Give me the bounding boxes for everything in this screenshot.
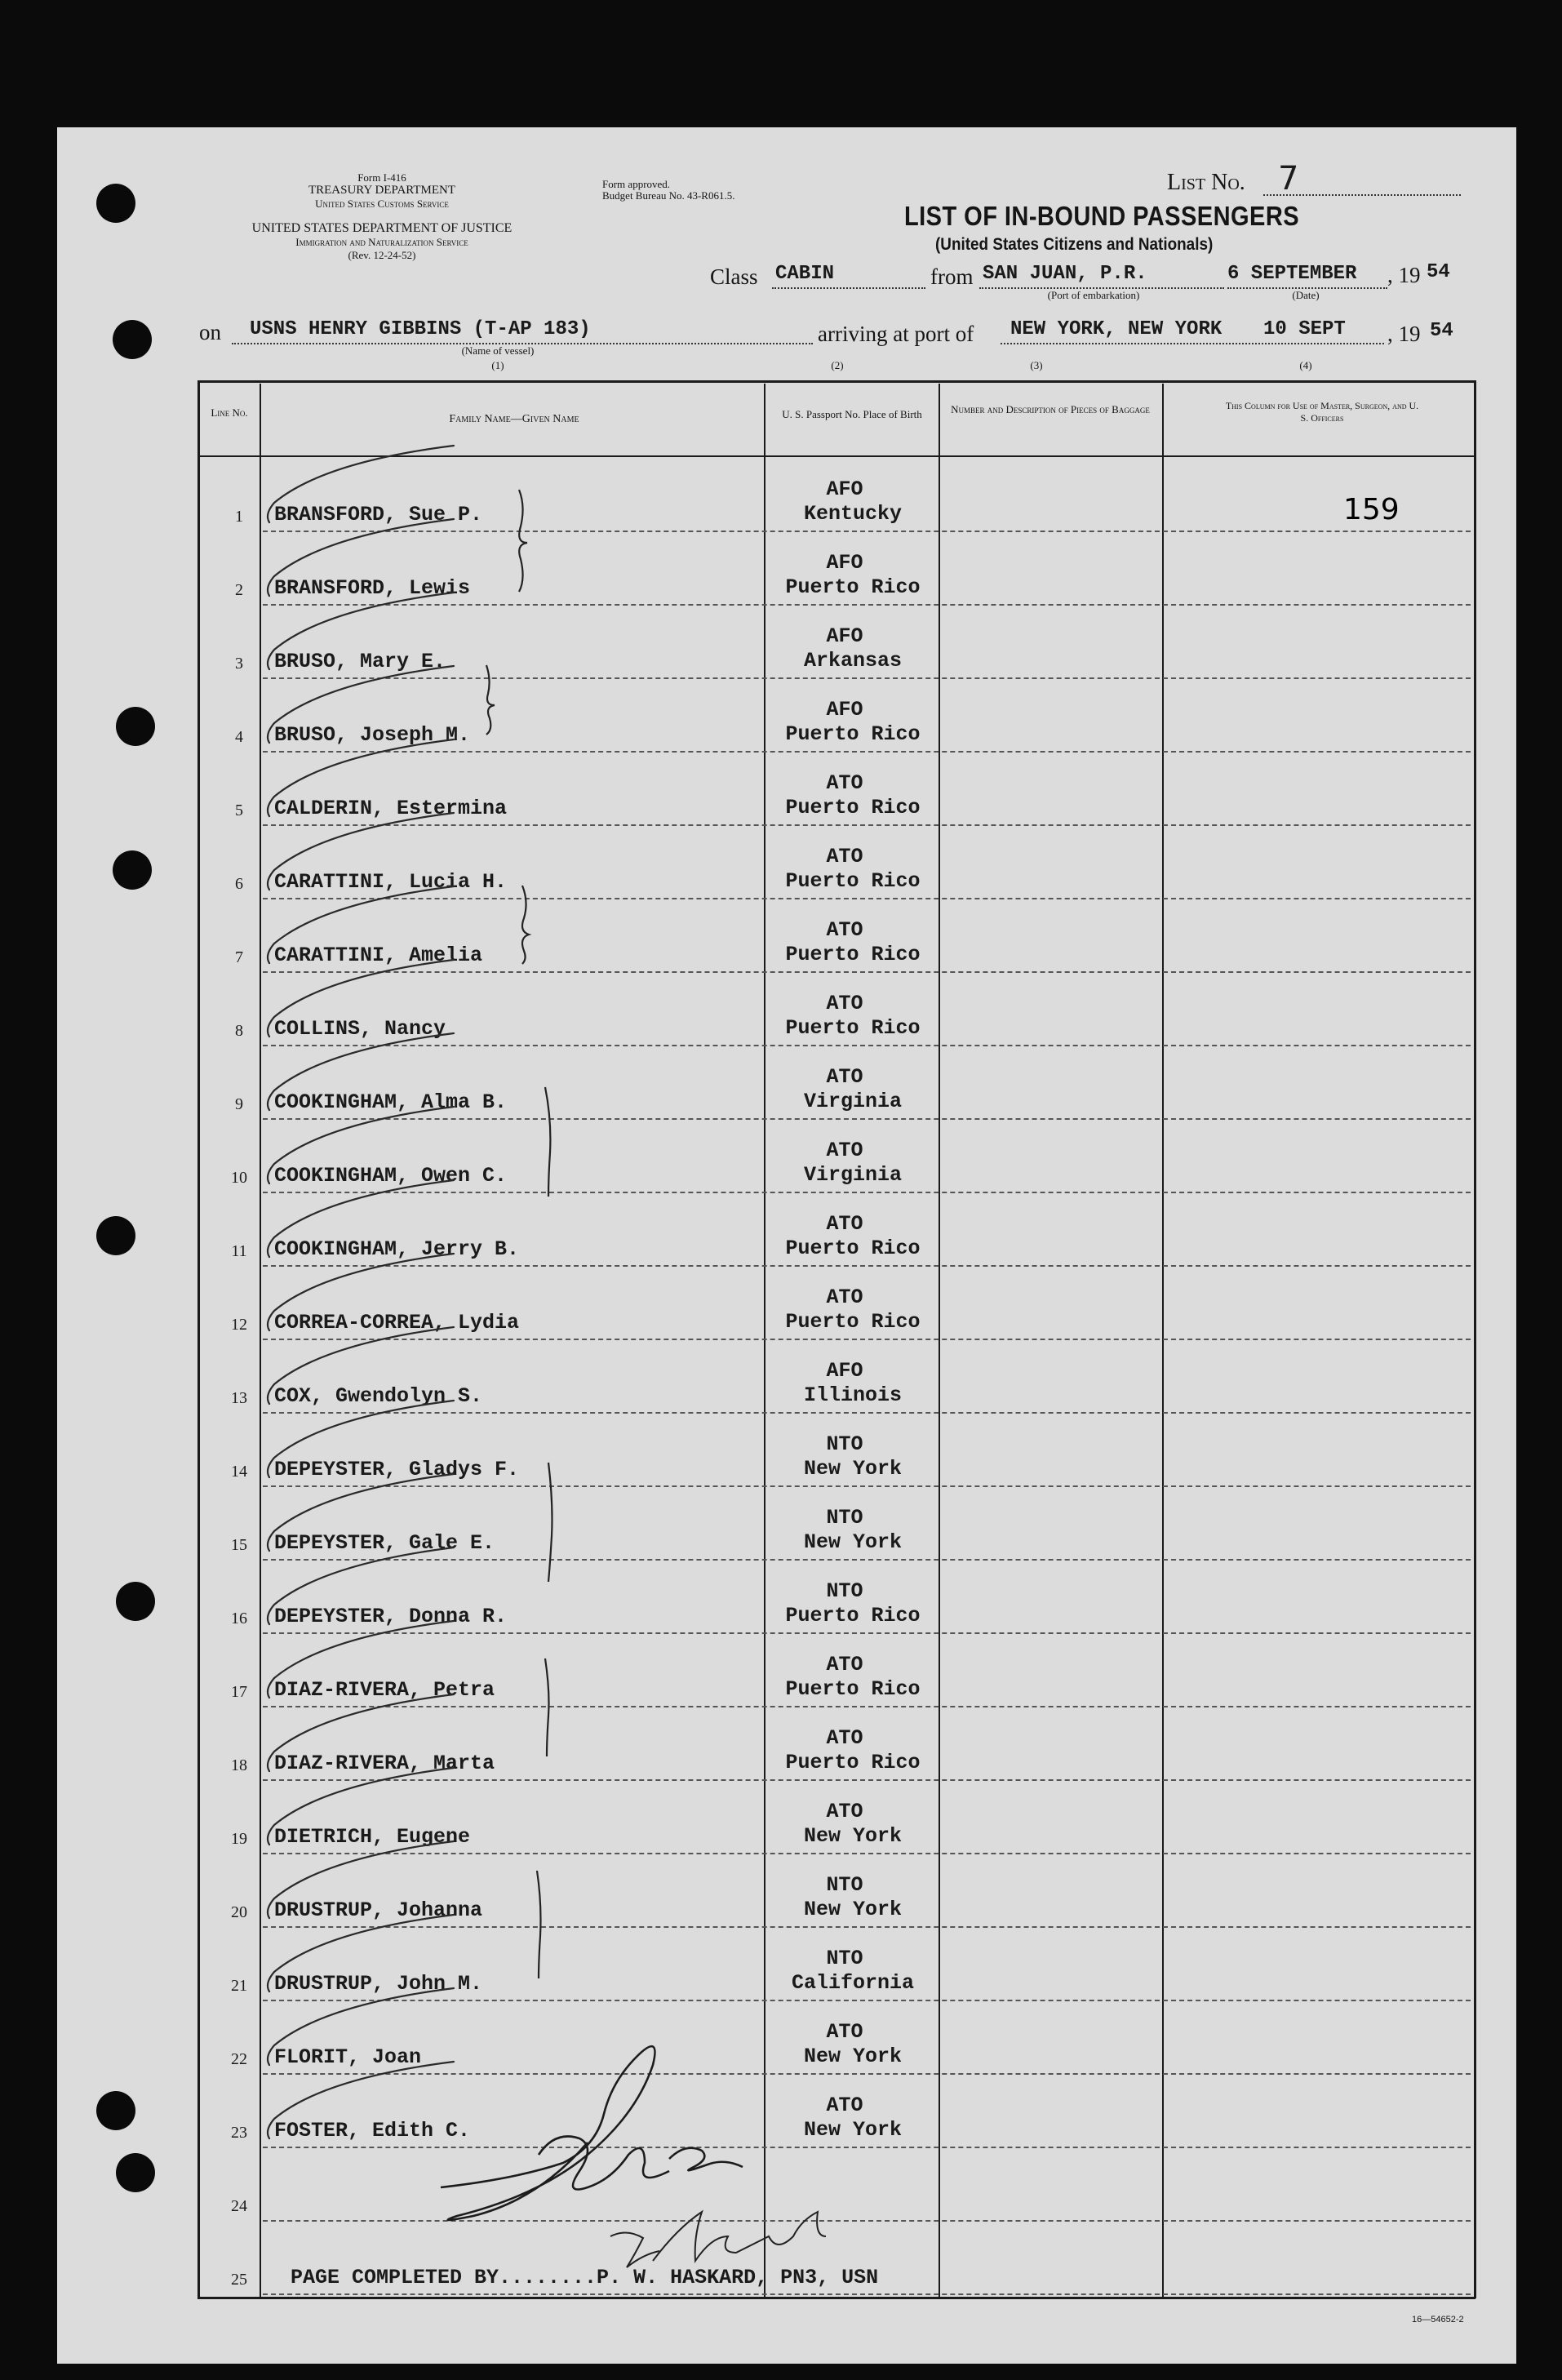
ins-service: Immigration and Naturalization Service (295, 236, 468, 248)
line-number: 14 (231, 1463, 247, 1481)
col-header-officers: This Column for Use of Master, Surgeon, and U. S. Officers (1225, 400, 1419, 424)
check-mark (268, 960, 454, 1037)
form-title: LIST OF IN-BOUND PASSENGERS (904, 201, 1300, 231)
passport-type: ATO (826, 992, 863, 1015)
passport-type: NTO (826, 1947, 863, 1970)
place-of-birth: Puerto Rico (785, 575, 921, 599)
line-number: 1 (235, 508, 243, 526)
embark-year: 54 (1427, 261, 1450, 283)
check-mark (268, 2062, 454, 2138)
passport-type: ATO (826, 1285, 863, 1309)
passenger-name: CORREA-CORREA, Lydia (274, 1311, 520, 1334)
passenger-name: DIAZ-RIVERA, Marta (274, 1752, 495, 1775)
line-number: 21 (231, 1977, 247, 1995)
arriving-label: arriving at port of (818, 322, 974, 346)
check-mark (268, 519, 454, 596)
place-of-birth: New York (803, 2118, 903, 2142)
customs-service: United States Customs Service (315, 198, 449, 210)
line-number: 23 (231, 2124, 247, 2142)
arrival-year-prefix: , 19 (1387, 322, 1421, 346)
family-group-braces (486, 490, 552, 1978)
passenger-name: COOKINGHAM, Jerry B. (274, 1237, 520, 1261)
line-number: 4 (235, 728, 243, 746)
place-of-birth: Puerto Rico (785, 1751, 921, 1774)
from-label: from (930, 264, 974, 289)
place-of-birth: Puerto Rico (785, 1237, 921, 1260)
passenger-name: BRUSO, Mary E. (274, 650, 446, 673)
from-value: SAN JUAN, P.R. (983, 263, 1147, 285)
place-of-birth: Arkansas (803, 649, 903, 673)
line-number: 18 (231, 1756, 247, 1774)
passenger-name: CARATTINI, Lucia H. (274, 870, 508, 894)
check-mark (268, 593, 454, 669)
passport-type: ATO (826, 845, 863, 868)
passenger-name: BRANSFORD, Sue P. (274, 503, 483, 526)
passport-type: NTO (826, 1506, 863, 1530)
line-number: 3 (235, 655, 243, 673)
check-mark (268, 1254, 454, 1330)
place-of-birth: Puerto Rico (785, 1677, 921, 1701)
check-mark (268, 666, 454, 743)
passenger-name: DEPEYSTER, Gale E. (274, 1531, 495, 1555)
passenger-name: BRANSFORD, Lewis (274, 576, 471, 600)
check-mark (268, 1180, 454, 1257)
caption-1: (1) (491, 359, 504, 371)
passenger-name: FLORIT, Joan (274, 2045, 422, 2069)
list-no-label: List No. (1167, 170, 1245, 195)
place-of-birth: Virginia (803, 1163, 903, 1187)
check-mark (268, 1107, 454, 1183)
passport-type: ATO (826, 1726, 863, 1750)
on-label: on (199, 320, 221, 344)
passport-type: ATO (826, 2020, 863, 2044)
justice-dept: UNITED STATES DEPARTMENT OF JUSTICE (251, 221, 513, 235)
passenger-name: CALDERIN, Estermina (274, 797, 508, 820)
line-number: 16 (231, 1610, 247, 1627)
line-number: 2 (235, 581, 243, 599)
class-label: Class (710, 264, 758, 289)
check-mark (268, 1033, 454, 1110)
line-number: 8 (235, 1022, 243, 1040)
arrival-year: 54 (1430, 320, 1453, 342)
check-mark (268, 1694, 454, 1771)
place-of-birth: Puerto Rico (785, 1016, 921, 1040)
place-of-birth: Puerto Rico (785, 722, 921, 746)
col-header-line: Line No. (211, 406, 248, 419)
line-number: 15 (231, 1536, 247, 1554)
place-of-birth: New York (803, 1457, 903, 1481)
place-of-birth: New York (803, 1898, 903, 1921)
print-code: 16—54652-2 (1412, 2315, 1464, 2324)
form-number: Form I-416 (357, 171, 406, 184)
passenger-name: DEPEYSTER, Gladys F. (274, 1458, 520, 1481)
revision: (Rev. 12-24-52) (348, 249, 416, 261)
passenger-name: COX, Gwendolyn S. (274, 1384, 483, 1408)
passport-type: ATO (826, 1065, 863, 1089)
officer-note: 159 (1343, 493, 1400, 526)
from-caption: (Port of embarkation) (1047, 289, 1140, 301)
passport-type: NTO (826, 1873, 863, 1897)
place-of-birth: Puerto Rico (785, 869, 921, 893)
form-subtitle: (United States Citizens and Nationals) (935, 235, 1214, 254)
line-number: 20 (231, 1903, 247, 1921)
check-mark (268, 1988, 454, 2065)
passenger-name: BRUSO, Joseph M. (274, 723, 471, 747)
treasury-dept: TREASURY DEPARTMENT (308, 184, 456, 197)
check-mark (268, 1401, 454, 1477)
line-number: 24 (231, 2197, 247, 2215)
check-mark (268, 1621, 454, 1698)
line-number: 10 (231, 1169, 247, 1187)
check-mark (268, 446, 454, 522)
passport-type: NTO (826, 1579, 863, 1603)
place-of-birth: New York (803, 2045, 903, 2068)
passenger-name: DRUSTRUP, Johanna (274, 1898, 483, 1922)
vessel-caption: (Name of vessel) (461, 344, 535, 357)
line-number: 11 (231, 1242, 247, 1260)
approval-line: Form approved. (602, 178, 671, 190)
passport-type: AFO (826, 551, 863, 575)
place-of-birth: New York (803, 1824, 903, 1848)
line-number: 7 (235, 948, 243, 966)
line-number: 9 (235, 1095, 243, 1113)
date-caption: (Date) (1292, 289, 1320, 301)
passport-type: NTO (826, 1432, 863, 1456)
col-header-baggage: Number and Description of Pieces of Baggage (951, 403, 1150, 415)
line-number: 22 (231, 2050, 247, 2068)
check-mark (268, 1547, 454, 1624)
budget-bureau: Budget Bureau No. 43-R061.5. (602, 189, 735, 202)
line-number: 19 (231, 1830, 247, 1848)
list-number: 7 (1278, 160, 1299, 198)
passport-type: ATO (826, 918, 863, 942)
passport-type: AFO (826, 1359, 863, 1383)
arrival-port: NEW YORK, NEW YORK (1010, 318, 1223, 340)
passport-type: AFO (826, 698, 863, 722)
check-mark (268, 1841, 454, 1918)
embark-date: 6 SEPTEMBER (1227, 263, 1357, 285)
pencil-checkmarks (268, 446, 454, 2138)
check-mark (268, 1327, 454, 1404)
place-of-birth: Illinois (803, 1383, 903, 1407)
passport-type: ATO (826, 1800, 863, 1823)
place-of-birth: Puerto Rico (785, 1604, 921, 1627)
col-header-passport: U. S. Passport No. Place of Birth (782, 408, 922, 420)
place-of-birth: Puerto Rico (785, 1310, 921, 1334)
check-mark (268, 886, 454, 963)
passenger-name: FOSTER, Edith C. (274, 2119, 471, 2142)
class-value: CABIN (775, 263, 835, 285)
place-of-birth: Virginia (803, 1090, 903, 1113)
check-mark (268, 1915, 454, 1991)
place-of-birth: Puerto Rico (785, 943, 921, 966)
preparer-signature (610, 2212, 826, 2267)
place-of-birth: Kentucky (803, 502, 903, 526)
passenger-name: DEPEYSTER, Donna R. (274, 1605, 508, 1628)
col-header-name: Family Name—Given Name (449, 413, 579, 425)
check-mark (268, 739, 454, 816)
arrival-date: 10 SEPT (1263, 318, 1346, 340)
inspector-signature (441, 2046, 743, 2220)
passport-type: ATO (826, 1212, 863, 1236)
passenger-name: COOKINGHAM, Alma B. (274, 1090, 508, 1114)
check-mark (268, 1474, 454, 1551)
caption-2: (2) (831, 359, 844, 371)
place-of-birth: New York (803, 1530, 903, 1554)
passenger-name: DRUSTRUP, John M. (274, 1972, 483, 1996)
passenger-name: COLLINS, Nancy (274, 1017, 446, 1041)
line-number: 6 (235, 875, 243, 893)
place-of-birth: California (791, 1971, 915, 1995)
passenger-name: CARATTINI, Amelia (274, 944, 483, 967)
check-mark (268, 1768, 454, 1845)
passenger-name: PAGE COMPLETED BY........P. W. HASKARD, PN3, USN (291, 2266, 879, 2289)
caption-3: (3) (1030, 359, 1043, 371)
passenger-name: DIAZ-RIVERA, Petra (274, 1678, 495, 1702)
check-mark (268, 813, 454, 890)
passenger-name: COOKINGHAM, Owen C. (274, 1164, 508, 1188)
caption-4: (4) (1299, 359, 1312, 371)
passport-type: ATO (826, 2094, 863, 2117)
passport-type: ATO (826, 1139, 863, 1162)
place-of-birth: Puerto Rico (785, 796, 921, 819)
line-number: 13 (231, 1389, 247, 1407)
line-number: 25 (231, 2271, 247, 2289)
passport-type: AFO (826, 477, 863, 501)
passport-type: ATO (826, 771, 863, 795)
passenger-name: DIETRICH, Eugene (274, 1825, 471, 1849)
year-prefix: , 19 (1387, 263, 1421, 287)
vessel-name: USNS HENRY GIBBINS (T-AP 183) (250, 318, 591, 340)
line-number: 5 (235, 801, 243, 819)
passport-type: ATO (826, 1653, 863, 1676)
line-number: 12 (231, 1316, 247, 1334)
line-number: 17 (231, 1683, 247, 1701)
passport-type: AFO (826, 624, 863, 648)
